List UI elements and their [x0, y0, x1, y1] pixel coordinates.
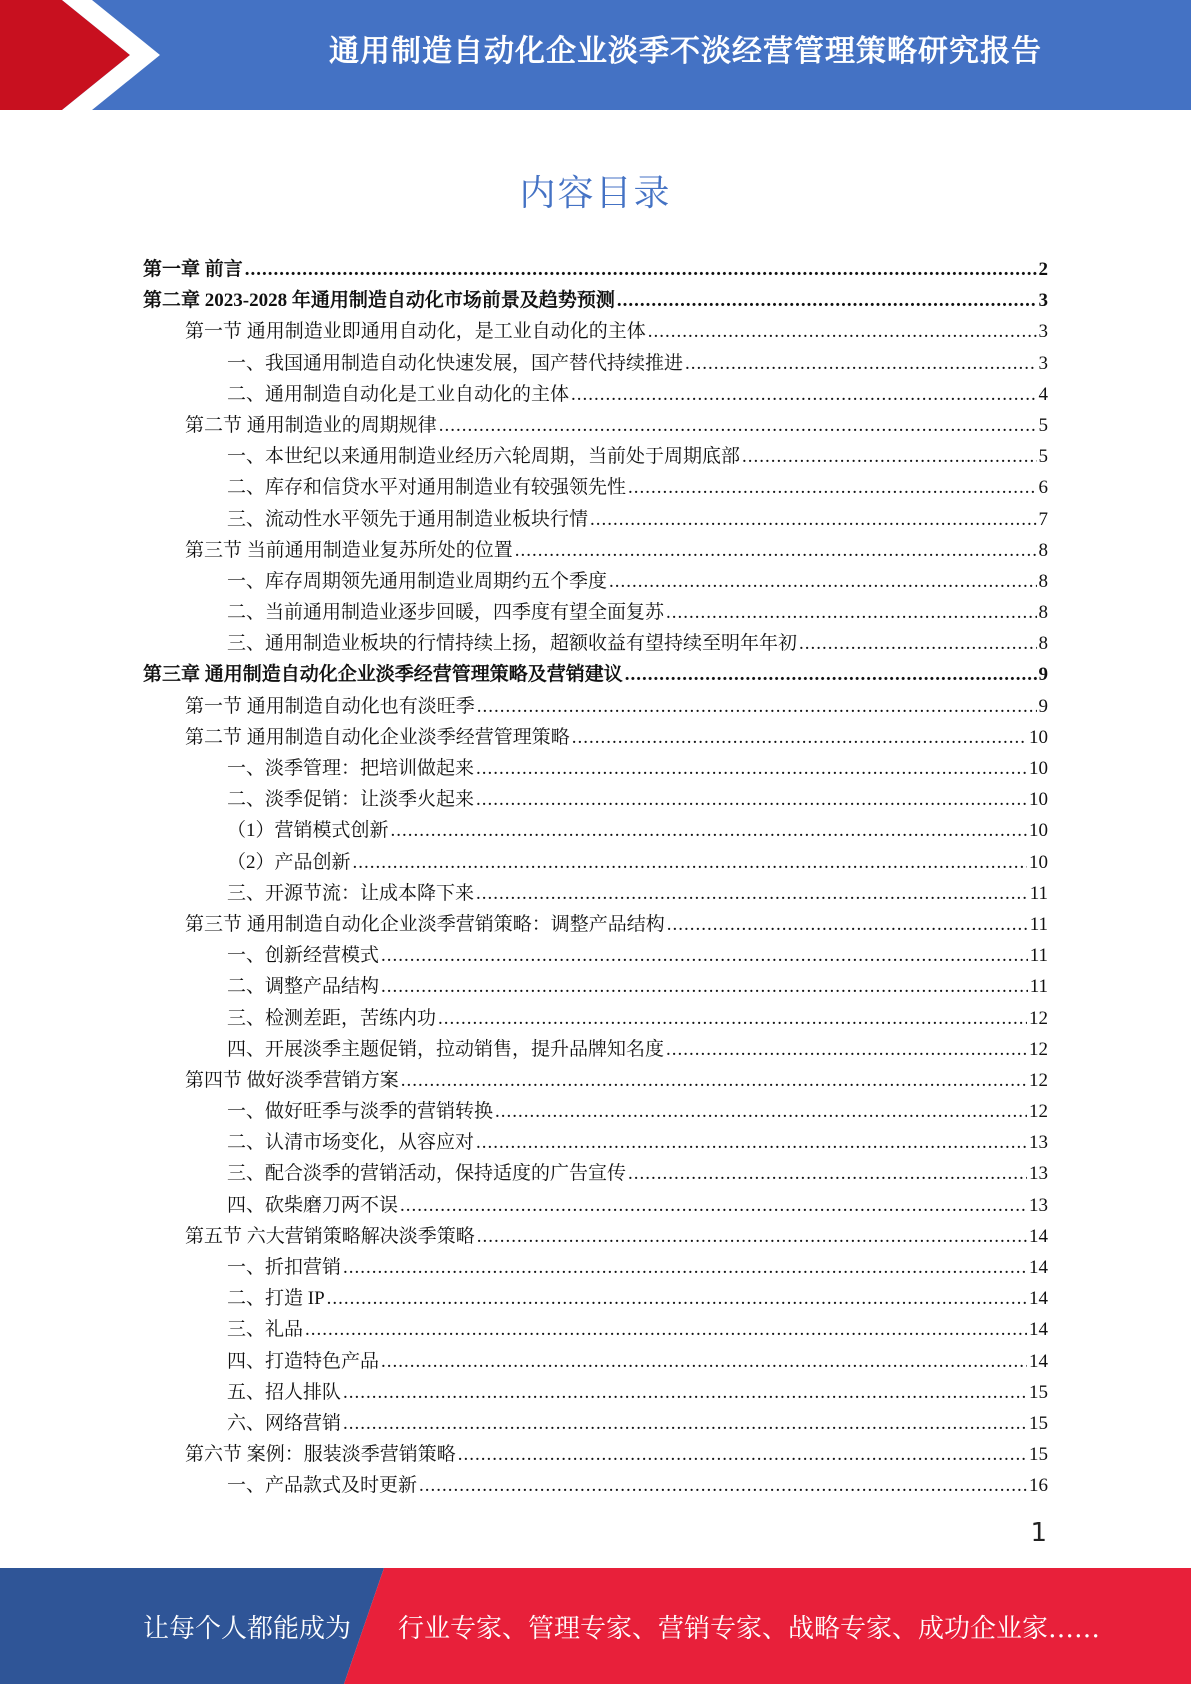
toc-leader-dots	[438, 1003, 1027, 1034]
toc-entry[interactable]	[0, 1158, 1191, 1189]
toc-entry-label: 二、库存和信贷水平对通用制造业有较强领先性	[227, 477, 627, 499]
toc-entry-page: 8	[1038, 602, 1048, 624]
toc-entry-page: 5	[1038, 446, 1048, 468]
toc-entry-page: 16	[1029, 1475, 1048, 1497]
toc-entry-page: 12	[1029, 1101, 1048, 1123]
toc-entry-page: 5	[1038, 414, 1048, 436]
toc-entry[interactable]	[0, 348, 1191, 379]
toc-entry-label: 二、通用制造自动化是工业自动化的主体	[227, 383, 570, 405]
toc-entry-label: 一、库存周期领先通用制造业周期约五个季度	[227, 570, 608, 592]
header-band	[0, 0, 1191, 110]
toc-leader-dots	[628, 1158, 1027, 1189]
footer-band	[0, 1568, 1191, 1684]
toc-entry-label: 第二章 2023-2028 年通用制造自动化市场前景及趋势预测	[143, 290, 615, 312]
toc-leader-dots	[327, 1283, 1027, 1314]
toc-entry-label: 第二节 通用制造自动化企业淡季经营管理策略	[185, 726, 570, 748]
toc-entry[interactable]	[0, 1408, 1191, 1439]
toc-leader-dots	[476, 878, 1028, 909]
toc-entry-page: 14	[1029, 1288, 1048, 1310]
toc-entry[interactable]	[0, 285, 1191, 316]
toc-entry-page: 3	[1038, 352, 1048, 374]
toc-entry-page: 12	[1029, 1069, 1048, 1091]
toc-leader-dots	[343, 1252, 1027, 1283]
toc-entry-label: 第一章 前言	[143, 259, 243, 280]
toc-entry[interactable]	[0, 722, 1191, 753]
toc-entry[interactable]	[0, 909, 1191, 940]
toc-entry-label: 一、淡季管理：把培训做起来	[227, 758, 475, 779]
toc-leader-dots	[401, 1065, 1027, 1096]
toc-entry[interactable]	[0, 410, 1191, 441]
toc-heading: 内容目录	[519, 173, 672, 214]
toc-entry[interactable]	[0, 753, 1191, 784]
toc-leader-dots	[391, 815, 1027, 846]
toc-entry[interactable]	[0, 1003, 1191, 1034]
toc-entry-page: 13	[1029, 1132, 1048, 1154]
toc-entry-label: 三、流动性水平领先于通用制造业板块行情	[227, 508, 589, 530]
toc-entry-label: 一、产品款式及时更新	[227, 1475, 418, 1497]
toc-leader-dots	[477, 1221, 1027, 1252]
toc-entry-page: 9	[1038, 695, 1048, 717]
toc-entry-label: 三、检测差距，苦练内功	[227, 1007, 437, 1029]
toc-entry-page: 14	[1029, 1350, 1048, 1372]
toc-leader-dots	[381, 971, 1028, 1002]
toc-leader-dots	[609, 566, 1036, 597]
toc-entry[interactable]	[0, 379, 1191, 410]
toc-entry[interactable]	[0, 940, 1191, 971]
document-title: 通用制造自动化企业淡季不淡经营管理策略研究报告	[329, 34, 1042, 69]
toc-entry[interactable]	[0, 1065, 1191, 1096]
toc-entry-page: 4	[1038, 383, 1048, 405]
toc-entry-page: 13	[1029, 1194, 1048, 1216]
toc-entry-label: 三、通用制造业板块的行情持续上扬，超额收益有望持续至明年年初	[227, 633, 798, 655]
toc-entry-label: 第三节 当前通用制造业复苏所处的位置	[185, 539, 513, 561]
toc-entry-page: 11	[1029, 882, 1048, 904]
toc-entry-label: 四、开展淡季主题促销，拉动销售，提升品牌知名度	[227, 1038, 665, 1060]
toc-entry-page: 12	[1029, 1007, 1048, 1029]
toc-entry-label: 二、调整产品结构	[227, 976, 380, 998]
toc-entry-page: 3	[1038, 290, 1048, 312]
toc-leader-dots	[305, 1314, 1027, 1345]
toc-entry[interactable]	[0, 1439, 1191, 1470]
toc-leader-dots	[590, 504, 1036, 535]
toc-entry[interactable]	[0, 628, 1191, 659]
toc-leader-dots	[245, 254, 1037, 285]
toc-entry-label: 第三章 通用制造自动化企业淡季经营管理策略及营销建议	[143, 664, 623, 686]
toc-entry[interactable]	[0, 1221, 1191, 1252]
toc-entry-page: 10	[1029, 789, 1048, 811]
toc-entry-page: 10	[1029, 726, 1048, 748]
toc-leader-dots	[495, 1096, 1027, 1127]
toc-leader-dots	[476, 753, 1027, 784]
toc-entry-page: 11	[1029, 945, 1048, 967]
footer-slogan-right: 行业专家、管理专家、营销专家、战略专家、成功企业家……	[398, 1614, 1101, 1644]
toc-entry-page: 3	[1038, 321, 1048, 343]
toc-entry[interactable]	[0, 472, 1191, 503]
toc-entry-label: 第五节 六大营销策略解决淡季策略	[185, 1225, 475, 1247]
toc-entry-label: 五、招人排队	[227, 1381, 342, 1403]
footer-slogan-left: 让每个人都能成为	[143, 1614, 352, 1644]
toc-entry-label: 三、配合淡季的营销活动，保持适度的广告宣传	[227, 1163, 627, 1185]
toc-entry-page: 2	[1038, 259, 1048, 280]
toc-entry[interactable]	[0, 597, 1191, 628]
toc-entry-page: 6	[1038, 477, 1048, 499]
toc-entry-page: 14	[1029, 1257, 1048, 1278]
toc-entry[interactable]	[0, 1252, 1191, 1283]
toc-entry-page: 15	[1029, 1412, 1048, 1434]
toc-entry-page: 10	[1029, 758, 1048, 779]
toc-entry-label: 一、创新经营模式	[227, 945, 380, 967]
toc-entry-page: 7	[1038, 508, 1048, 530]
toc-entry-page: 9	[1038, 664, 1048, 686]
toc-entry[interactable]	[0, 441, 1191, 472]
toc-entry-page: 14	[1029, 1225, 1048, 1247]
toc-entry[interactable]	[0, 1283, 1191, 1314]
toc-entry-page: 10	[1029, 820, 1048, 842]
toc-entry-label: 第一节 通用制造业即通用自动化，是工业自动化的主体	[185, 321, 646, 343]
toc-leader-dots	[381, 940, 1028, 971]
toc-entry[interactable]	[0, 659, 1191, 690]
toc-entry[interactable]	[0, 815, 1191, 846]
toc-entry-label: （1）营销模式创新	[227, 820, 389, 842]
toc-entry[interactable]	[0, 1190, 1191, 1221]
toc-entry[interactable]	[0, 784, 1191, 815]
toc-entry[interactable]	[0, 504, 1191, 535]
toc-entry-page: 10	[1029, 851, 1048, 873]
toc-entry[interactable]	[0, 1034, 1191, 1065]
toc-entry[interactable]	[0, 691, 1191, 722]
toc-entry[interactable]	[0, 1314, 1191, 1345]
toc-entry-label: 二、认清市场变化，从容应对	[227, 1132, 475, 1154]
toc-entry[interactable]	[0, 254, 1191, 285]
toc-entry-label: 第一节 通用制造自动化也有淡旺季	[185, 695, 475, 717]
toc-leader-dots	[343, 1408, 1027, 1439]
toc-leader-dots	[685, 348, 1036, 379]
toc-leader-dots	[353, 847, 1027, 878]
toc-leader-dots	[400, 1190, 1027, 1221]
page-number: 1	[1030, 1518, 1047, 1548]
toc-entry[interactable]	[0, 1096, 1191, 1127]
toc-entry[interactable]	[0, 316, 1191, 347]
toc-entry-page: 8	[1038, 570, 1048, 592]
toc-entry-page: 11	[1029, 913, 1048, 935]
toc-leader-dots	[458, 1439, 1027, 1470]
toc-entry-page: 12	[1029, 1038, 1048, 1060]
toc-entry-page: 15	[1029, 1444, 1048, 1466]
toc-leader-dots	[666, 597, 1036, 628]
toc-entry[interactable]	[0, 847, 1191, 878]
toc-leader-dots	[628, 472, 1036, 503]
toc-leader-dots	[666, 1034, 1027, 1065]
toc-leader-dots	[439, 410, 1037, 441]
toc-leader-dots	[515, 535, 1037, 566]
toc-leader-dots	[571, 379, 1036, 410]
toc-entry-label: 二、打造 IP	[227, 1288, 325, 1310]
toc-entry[interactable]	[0, 566, 1191, 597]
toc-entry-page: 14	[1029, 1319, 1048, 1341]
toc-entry-label: （2）产品创新	[227, 851, 351, 873]
toc-entry[interactable]	[0, 878, 1191, 909]
toc-leader-dots	[476, 784, 1027, 815]
toc-leader-dots	[742, 441, 1036, 472]
toc-entry-label: 三、礼品	[227, 1319, 304, 1341]
toc-entry-page: 13	[1029, 1163, 1048, 1185]
toc-entry-label: 第四节 做好淡季营销方案	[185, 1069, 399, 1091]
toc-entry-label: 三、开源节流：让成本降下来	[227, 882, 475, 904]
toc-leader-dots	[381, 1346, 1027, 1377]
toc-entry-label: 二、当前通用制造业逐步回暖，四季度有望全面复苏	[227, 602, 665, 624]
toc-entry-page: 15	[1029, 1381, 1048, 1403]
toc-entry-label: 一、折扣营销	[227, 1257, 342, 1278]
toc-leader-dots	[648, 316, 1037, 347]
toc-leader-dots	[625, 659, 1037, 690]
toc-leader-dots	[667, 909, 1028, 940]
toc-leader-dots	[419, 1470, 1027, 1501]
toc-leader-dots	[343, 1377, 1027, 1408]
toc-entry[interactable]	[0, 535, 1191, 566]
toc-entry-label: 四、打造特色产品	[227, 1350, 380, 1372]
toc-entry[interactable]	[0, 971, 1191, 1002]
toc-entry-label: 第六节 案例：服装淡季营销策略	[185, 1444, 456, 1466]
toc-entry-label: 一、我国通用制造自动化快速发展，国产替代持续推进	[227, 352, 684, 374]
toc-leader-dots	[799, 628, 1036, 659]
toc-entry[interactable]	[0, 1346, 1191, 1377]
toc-entry-label: 六、网络营销	[227, 1412, 342, 1434]
toc-leader-dots	[477, 691, 1037, 722]
toc-entry-label: 一、做好旺季与淡季的营销转换	[227, 1101, 494, 1123]
toc-entry-label: 第二节 通用制造业的周期规律	[185, 414, 437, 436]
table-of-contents	[0, 254, 1191, 1502]
toc-leader-dots	[476, 1127, 1027, 1158]
toc-leader-dots	[617, 285, 1037, 316]
toc-entry[interactable]	[0, 1127, 1191, 1158]
toc-entry-label: 四、砍柴磨刀两不误	[227, 1194, 399, 1216]
toc-entry-label: 二、淡季促销：让淡季火起来	[227, 789, 475, 811]
toc-entry-page: 8	[1038, 633, 1048, 655]
toc-entry-label: 第三节 通用制造自动化企业淡季营销策略：调整产品结构	[185, 913, 665, 935]
toc-entry[interactable]	[0, 1377, 1191, 1408]
toc-entry[interactable]	[0, 1470, 1191, 1501]
toc-entry-page: 8	[1038, 539, 1048, 561]
toc-entry-page: 11	[1029, 976, 1048, 998]
toc-entry-label: 一、本世纪以来通用制造业经历六轮周期，当前处于周期底部	[227, 446, 741, 468]
toc-leader-dots	[572, 722, 1027, 753]
